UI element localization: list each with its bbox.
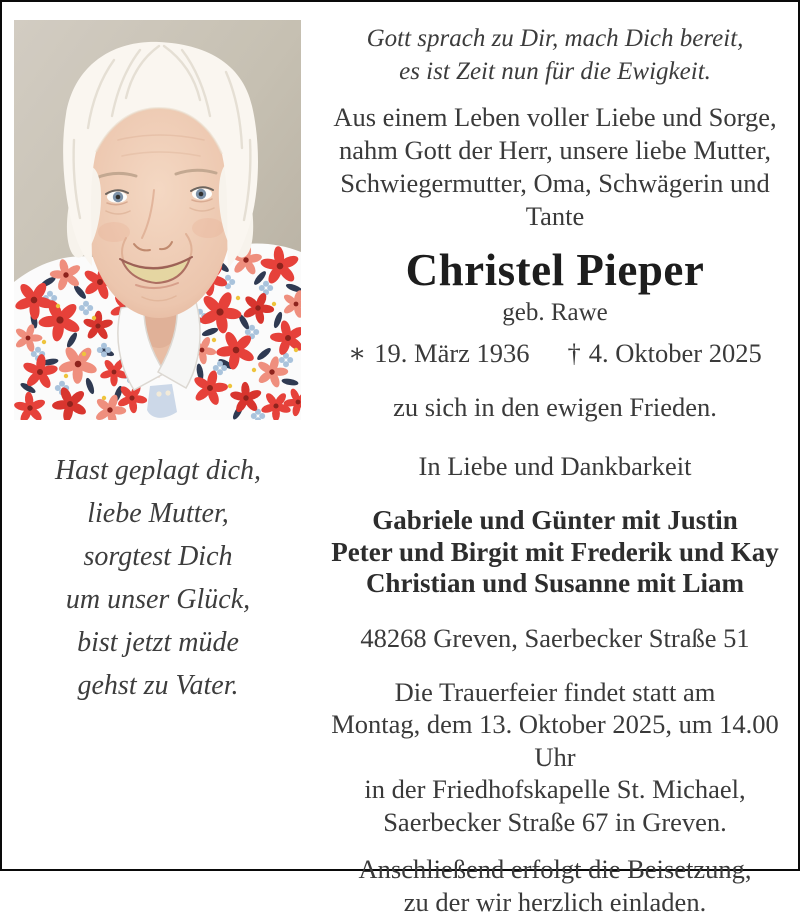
poem-line: gehst zu Vater. bbox=[10, 664, 306, 707]
intro-line: Schwiegermutter, Oma, Schwägerin und Tante bbox=[324, 167, 786, 233]
died-cross-icon: † bbox=[568, 337, 581, 369]
intro-line: Aus einem Leben voller Liebe und Sorge, bbox=[324, 101, 786, 134]
born-star-icon: ∗ bbox=[348, 337, 366, 369]
closing-line: zu sich in den ewigen Frieden. bbox=[324, 391, 786, 423]
family-line: Gabriele und Günter mit Justin bbox=[324, 505, 786, 537]
gratitude-line: In Liebe und Dankbarkeit bbox=[324, 450, 786, 482]
service-info bbox=[324, 676, 786, 839]
announcement-column bbox=[324, 22, 786, 918]
intro-text bbox=[324, 101, 786, 233]
service-line: Die Trauerfeier findet statt am bbox=[324, 676, 786, 709]
poem-line: Hast geplagt dich, bbox=[10, 449, 306, 492]
birth-date-text: 19. März 1936 bbox=[374, 338, 529, 368]
birth-date bbox=[348, 338, 529, 368]
family-line: Christian und Susanne mit Liam bbox=[324, 568, 786, 600]
epigraph-line: Gott sprach zu Dir, mach Dich bereit, bbox=[324, 22, 786, 55]
poem bbox=[10, 449, 306, 707]
burial-line: Anschließend erfolgt die Beisetzung, bbox=[324, 853, 786, 886]
poem-line: um unser Glück, bbox=[10, 578, 306, 621]
death-date bbox=[568, 338, 762, 368]
burial-info bbox=[324, 853, 786, 918]
family-line: Peter und Birgit mit Frederik und Kay bbox=[324, 537, 786, 569]
death-date-text: 4. Oktober 2025 bbox=[589, 338, 762, 368]
service-line: Saerbecker Straße 67 in Greven. bbox=[324, 806, 786, 839]
family-names bbox=[324, 505, 786, 600]
service-line: in der Friedhofskapelle St. Michael, bbox=[324, 773, 786, 806]
epigraph bbox=[324, 22, 786, 88]
burial-line: zu der wir herzlich einladen. bbox=[324, 886, 786, 918]
poem-line: liebe Mutter, bbox=[10, 492, 306, 535]
life-dates bbox=[324, 337, 786, 369]
poem-line: bist jetzt müde bbox=[10, 621, 306, 664]
maiden-name: geb. Rawe bbox=[324, 298, 786, 328]
intro-line: nahm Gott der Herr, unsere liebe Mutter, bbox=[324, 134, 786, 167]
poem-line: sorgtest Dich bbox=[10, 535, 306, 578]
portrait-illustration bbox=[14, 20, 301, 420]
epigraph-line: es ist Zeit nun für die Ewigkeit. bbox=[324, 55, 786, 88]
memorial-photo bbox=[14, 20, 301, 420]
deceased-name: Christel Pieper bbox=[324, 245, 786, 295]
address-line: 48268 Greven, Saerbecker Straße 51 bbox=[324, 622, 786, 654]
service-line: Montag, dem 13. Oktober 2025, um 14.00 Uhr bbox=[324, 708, 786, 773]
